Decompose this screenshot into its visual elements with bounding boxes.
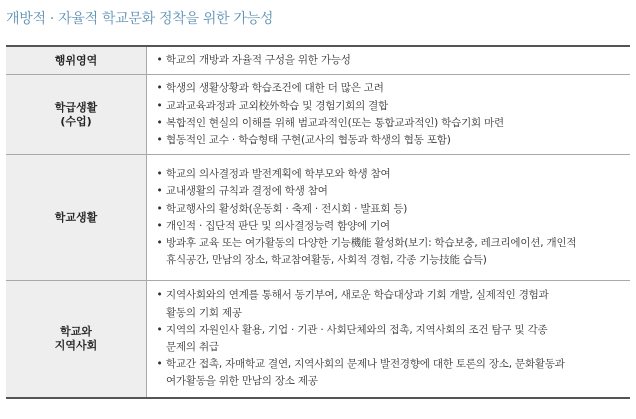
item-text-line: 교과교육과정과 교외校外학습 및 경험기회의 결합 (166, 99, 389, 112)
table-row (6, 155, 630, 281)
item-text-line: 개인적 · 집단적 판단 및 의사결정능력 함양에 기여 (166, 219, 390, 232)
bullet-icon: • (156, 323, 163, 336)
item-text (166, 132, 624, 149)
list-item (153, 132, 624, 149)
list-item (153, 183, 624, 200)
list-item (153, 218, 624, 235)
item-text-line: 학교의 의사결정과 발전계획에 학부모와 학생 참여 (166, 168, 391, 181)
item-text-line: 문제의 취급 (166, 340, 219, 353)
category-label: 학급생활 (54, 100, 98, 114)
item-text (166, 183, 624, 200)
item-text (166, 356, 624, 390)
table-body (6, 46, 630, 398)
table-row (6, 46, 630, 75)
bullet-icon: • (156, 202, 163, 215)
item-text (166, 218, 624, 235)
bullet-icon: • (156, 116, 163, 129)
item-text-line: 지역의 자원인사 활용, 기업 · 기관 · 사회단체와의 접촉, 지역사회의 조건 탐구 및 각종 (166, 323, 548, 336)
bullet-icon: • (156, 289, 163, 302)
items-cell (147, 281, 631, 398)
bullet-icon: • (156, 168, 163, 181)
page-title: 개방적 · 자율적 학교문화 정착을 위한 가능성 (6, 11, 274, 27)
table-row (6, 75, 630, 155)
item-text-line: 학교의 개방과 자율적 구성을 위한 가능성 (166, 54, 351, 66)
table-row (6, 281, 630, 398)
category-label: 지역사회 (54, 338, 98, 352)
activity-table (6, 45, 630, 399)
bullet-icon: • (156, 82, 163, 95)
category-cell (6, 155, 147, 281)
bullet-icon: • (156, 99, 163, 112)
item-text (166, 52, 624, 69)
list-item (153, 115, 624, 132)
list-item (153, 201, 624, 218)
category-label: 행위영역 (54, 53, 98, 67)
item-text (166, 235, 624, 269)
list-item (153, 166, 624, 183)
item-text-line: 학생의 생활상황과 학습조건에 대한 더 많은 고려 (166, 82, 384, 95)
bullet-icon: • (156, 219, 163, 232)
items-cell (147, 46, 631, 75)
category-cell (6, 75, 147, 155)
items-cell (147, 75, 631, 155)
category-cell (6, 46, 147, 75)
bullet-icon: • (156, 358, 163, 371)
category-label: (수업) (60, 114, 92, 128)
item-text (166, 201, 624, 218)
bullet-icon: • (156, 185, 163, 198)
item-text (166, 80, 624, 97)
item-text (166, 166, 624, 183)
item-text (166, 287, 624, 321)
list-item (153, 80, 624, 97)
item-text-line: 교내생활의 규칙과 결정에 학생 참여 (166, 185, 328, 198)
item-text-line: 복합적인 현실의 이해를 위해 범교과적인(또는 통합교과적인) 학습기회 마련 (166, 116, 504, 129)
list-item (153, 322, 624, 356)
item-text (166, 322, 624, 356)
item-text (166, 115, 624, 132)
item-text-line: 여가활동을 위한 만남의 장소 제공 (166, 375, 318, 388)
item-text-line: 방과후 교육 또는 여가활동의 다양한 기능機能 활성화(보기: 학습보충, 레크리에이션, 개인적 (166, 236, 577, 249)
list-item (153, 235, 624, 269)
bullet-icon: • (156, 133, 163, 146)
items-cell (147, 155, 631, 281)
category-label: 학교와 (60, 324, 92, 338)
item-text-line: 휴식공간, 만남의 장소, 학교참여활동, 사회적 경험, 각종 기능技能 습득) (166, 254, 487, 267)
item-text-line: 학교간 접촉, 자매학교 결연, 지역사회의 문제나 발전경향에 대한 토론의 장소, 문화활동과 (166, 358, 565, 371)
list-item (153, 287, 624, 321)
activity-table-container (6, 45, 630, 399)
item-text-line: 협동적인 교수 · 학습형태 구현(교사의 협동과 학생의 협동 포함) (166, 133, 451, 146)
item-text (166, 98, 624, 115)
category-cell (6, 281, 147, 398)
item-text-line: 활동의 기회 제공 (166, 306, 242, 319)
list-item (153, 356, 624, 390)
bullet-icon: • (156, 236, 163, 249)
item-text-line: 학교행사의 활성화(운동회 · 축제 · 전시회 · 발표회 등) (166, 202, 408, 215)
item-text-line: 지역사회와의 연계를 통해서 동기부여, 새로운 학습대상과 기회 개발, 실제적인 경험과 (166, 289, 549, 302)
list-item (153, 52, 624, 69)
category-label: 학교생활 (54, 210, 98, 224)
list-item (153, 98, 624, 115)
bullet-icon: • (156, 54, 163, 66)
